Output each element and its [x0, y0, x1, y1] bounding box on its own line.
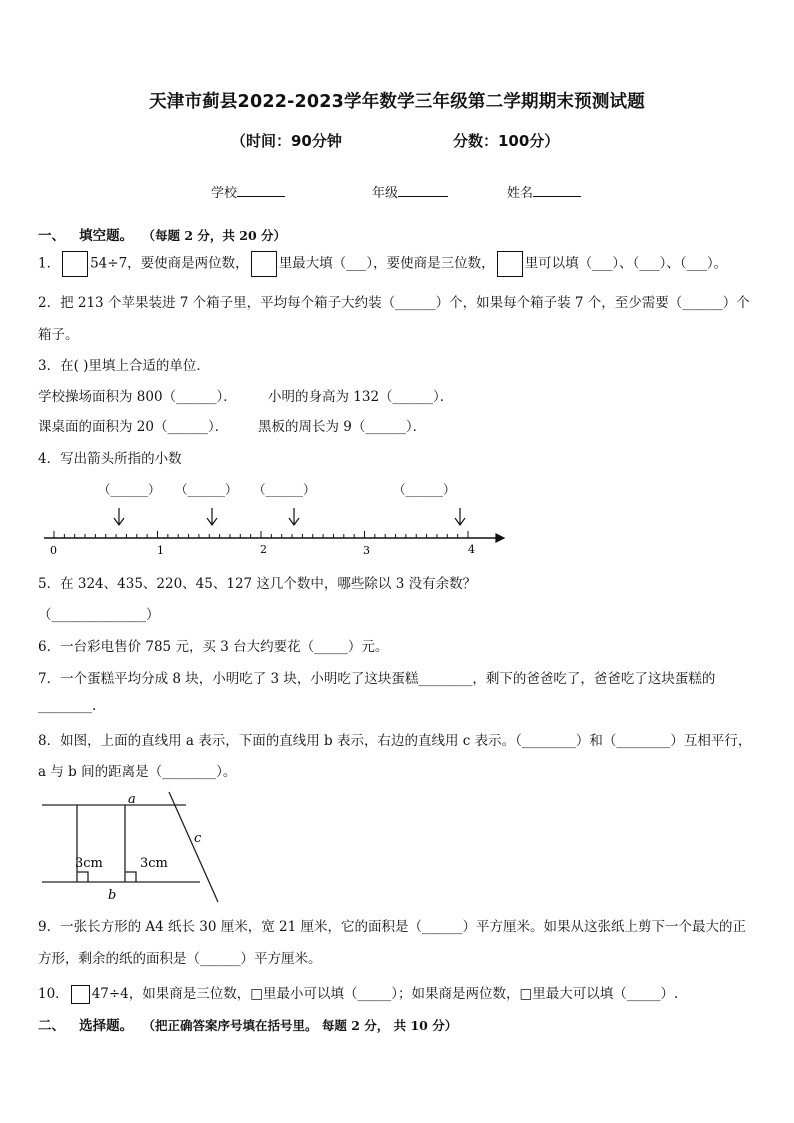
answer-box[interactable]: [62, 251, 88, 277]
question-9-line1: 9．一张长方形的 A4 纸长 30 厘米，宽 21 厘米，它的面积是（______）平方厘米。如果从这张纸上剪下一个最大的正: [38, 919, 747, 935]
question-2-line1: 2．把 213 个苹果装进 7 个箱子里，平均每个箱子大约装（______）个，如果每个箱子装 7 个，至少需要（______）个: [38, 295, 750, 311]
question-4: 4．写出箭头所指的小数: [38, 451, 182, 467]
tick-label-4: 4: [468, 543, 475, 555]
tick-label-3: 3: [363, 544, 370, 555]
question-9-line2: 方形，剩余的纸的面积是（______）平方厘米。: [38, 951, 322, 967]
score-info: 分数：100分）: [453, 132, 560, 150]
tick-label-2: 2: [260, 543, 267, 555]
page-title: 天津市蓟县2022-2023学年数学三年级第二学期期末预测试题: [149, 92, 645, 112]
question-3b: 小明的身高为 132（______）．: [268, 389, 454, 405]
line-c: [169, 792, 218, 902]
grade-field[interactable]: 年级: [372, 182, 448, 201]
question-7-line1: 7．一个蛋糕平均分成 8 块，小明吃了 3 块，小明吃了这块蛋糕________，剩下的爸爸吃了，爸爸吃了这块蛋糕的: [38, 671, 716, 687]
question-7-line2: ________.: [38, 698, 97, 714]
question-6: 6．一台彩电售价 785 元，买 3 台大约要花（_____）元。: [38, 639, 389, 655]
school-field[interactable]: 学校: [211, 182, 285, 201]
length-label-1: 3cm: [75, 856, 103, 871]
question-1: 1． 54÷7，要使商是两位数， 里最大填（___），要使商是三位数， 里可以填（___）、（___）、（___）。: [38, 251, 727, 277]
question-8-line1: 8．如图，上面的直线用 a 表示，下面的直线用 b 表示，右边的直线用 c 表示。（________）和（________）互相平行，: [38, 733, 752, 749]
q4-blank-4[interactable]: （______）: [393, 482, 456, 497]
number-line: [40, 473, 510, 555]
question-10: 10． 47÷4，如果商是三位数，□里最小可以填（_____）；如果商是两位数，□里最大可以填（_____）.: [38, 986, 679, 1002]
question-3a: 学校操场面积为 800（______）．: [38, 389, 237, 405]
label-c: c: [194, 831, 202, 846]
arrow-down-icon: [455, 508, 465, 525]
q4-blank-3[interactable]: （______）: [253, 482, 316, 497]
question-8-line2: a 与 b 间的距离是（________）。: [38, 764, 237, 780]
question-5: 5．在 324、435、220、45、127 这几个数中，哪些除以 3 没有余数？: [38, 576, 477, 592]
name-field[interactable]: 姓名: [507, 182, 581, 201]
section1-heading: 一、 填空题。 （每题 2 分，共 20 分）: [38, 228, 287, 244]
answer-box[interactable]: [251, 251, 277, 277]
q4-blank-2[interactable]: （______）: [175, 482, 238, 497]
question-3: 3．在( )里填上合适的单位．: [38, 358, 210, 374]
answer-box[interactable]: [497, 251, 523, 277]
time-info: （时间：90分钟: [231, 132, 342, 150]
answer-box[interactable]: [71, 985, 90, 1004]
arrow-down-icon: [207, 508, 217, 525]
question-5-blank[interactable]: （______________）: [38, 607, 160, 623]
tick-label-1: 1: [157, 544, 164, 555]
question-2-line2: 箱子。: [38, 327, 79, 343]
section2-heading: 二、 选择题。 （把正确答案序号填在括号里。 每题 2 分， 共 10 分）: [38, 1018, 458, 1034]
parallel-lines-figure: [38, 790, 238, 902]
question-3d: 黑板的周长为 9（______）．: [258, 419, 427, 435]
label-b: b: [108, 888, 117, 902]
length-label-2: 3cm: [140, 856, 168, 871]
q4-blank-1[interactable]: （______）: [98, 482, 161, 497]
tick-label-0: 0: [50, 544, 57, 555]
arrow-down-icon: [114, 508, 124, 525]
question-3c: 课桌面的面积为 20（______）．: [38, 419, 229, 435]
arrow-down-icon: [289, 508, 299, 525]
label-a: a: [128, 792, 136, 807]
